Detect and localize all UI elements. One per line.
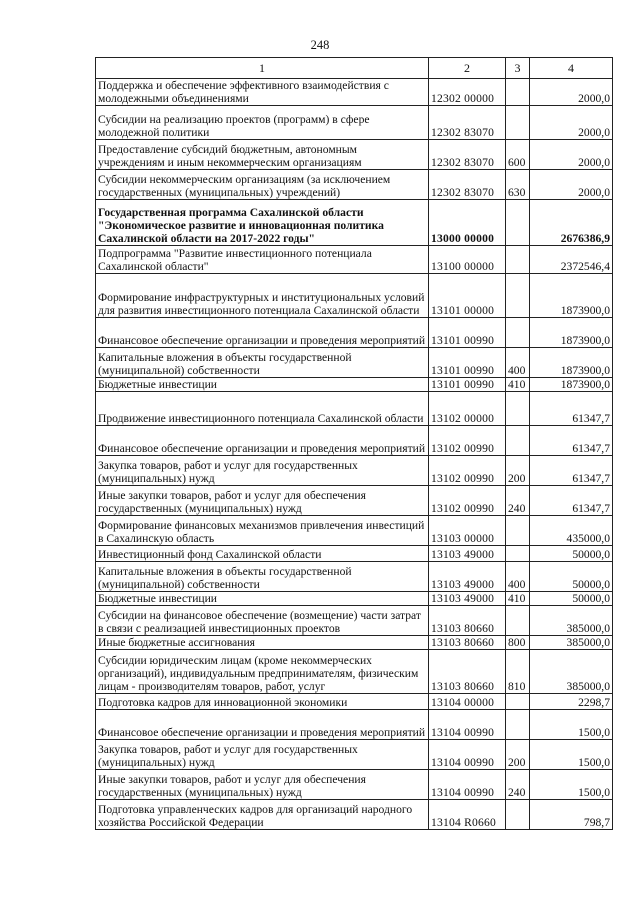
row-sum: 1873900,0 [530, 378, 613, 392]
row-code: 12302 00000 [429, 79, 506, 106]
row-code: 13102 00990 [429, 456, 506, 486]
table-row [96, 392, 613, 426]
row-type [506, 274, 530, 318]
table-row [96, 740, 613, 770]
row-code: 13103 49000 [429, 562, 506, 592]
row-sum: 385000,0 [530, 606, 613, 636]
table-row [96, 456, 613, 486]
row-code: 13102 00990 [429, 426, 506, 456]
row-sum: 385000,0 [530, 650, 613, 694]
row-sum: 61347,7 [530, 392, 613, 426]
row-code: 13101 00990 [429, 318, 506, 348]
row-name: Закупка товаров, работ и услуг для государственных (муниципальных) нужд [96, 456, 429, 486]
row-type: 410 [506, 592, 530, 606]
row-code: 13103 80660 [429, 650, 506, 694]
table-row [96, 170, 613, 200]
row-code: 13102 00000 [429, 392, 506, 426]
row-name: Государственная программа Сахалинской области "Экономическое развитие и инновационная политика Сахалинской области на 2017-2022 годы" [96, 200, 429, 246]
row-type: 810 [506, 650, 530, 694]
row-sum: 435000,0 [530, 516, 613, 546]
row-name: Субсидии юридическим лицам (кроме некоммерческих организаций), индивидуальным предпринимателям, физическим лицам - производителям товаров, работ, услуг [96, 650, 429, 694]
row-name: Финансовое обеспечение организации и проведения мероприятий [96, 318, 429, 348]
row-type [506, 800, 530, 830]
row-sum: 1500,0 [530, 770, 613, 800]
row-type: 200 [506, 456, 530, 486]
row-sum: 1873900,0 [530, 274, 613, 318]
table-row [96, 516, 613, 546]
row-name: Субсидии некоммерческим организациям (за исключением государственных (муниципальных) учреждений) [96, 170, 429, 200]
row-code: 13103 80660 [429, 636, 506, 650]
row-sum: 2676386,9 [530, 200, 613, 246]
row-sum: 50000,0 [530, 562, 613, 592]
row-code: 13103 80660 [429, 606, 506, 636]
table-row [96, 650, 613, 694]
row-name: Подпрограмма "Развитие инвестиционного потенциала Сахалинской области" [96, 246, 429, 274]
row-type [506, 246, 530, 274]
table-row [96, 562, 613, 592]
page-number: 248 [310, 38, 330, 52]
row-sum: 61347,7 [530, 486, 613, 516]
row-sum: 2000,0 [530, 79, 613, 106]
table-row [96, 426, 613, 456]
table-row [96, 606, 613, 636]
row-name: Поддержка и обеспечение эффективного взаимодействия с молодежными объединениями [96, 79, 429, 106]
row-sum: 50000,0 [530, 546, 613, 562]
row-code: 13104 00990 [429, 710, 506, 740]
row-code: 13100 00000 [429, 246, 506, 274]
row-sum: 1500,0 [530, 740, 613, 770]
row-name: Формирование инфраструктурных и институциональных условий для развития инвестиционного потенциала Сахалинской области [96, 274, 429, 318]
row-code: 13103 49000 [429, 546, 506, 562]
row-code: 13103 49000 [429, 592, 506, 606]
row-name: Продвижение инвестиционного потенциала Сахалинской области [96, 392, 429, 426]
row-code: 13101 00990 [429, 348, 506, 378]
row-type [506, 392, 530, 426]
row-sum: 1500,0 [530, 710, 613, 740]
row-sum: 2000,0 [530, 140, 613, 170]
table-row [96, 770, 613, 800]
row-type: 800 [506, 636, 530, 650]
row-code: 13104 00990 [429, 770, 506, 800]
row-sum: 2000,0 [530, 170, 613, 200]
table-row [96, 274, 613, 318]
row-code: 13103 00000 [429, 516, 506, 546]
row-name: Иные бюджетные ассигнования [96, 636, 429, 650]
row-type: 400 [506, 562, 530, 592]
row-type [506, 694, 530, 710]
row-code: 12302 83070 [429, 140, 506, 170]
row-type [506, 106, 530, 140]
row-type [506, 606, 530, 636]
header-col-2: 2 [429, 58, 506, 79]
row-name: Инвестиционный фонд Сахалинской области [96, 546, 429, 562]
table-row [96, 140, 613, 170]
row-name: Субсидии на реализацию проектов (программ) в сфере молодежной политики [96, 106, 429, 140]
table-row [96, 546, 613, 562]
row-type: 200 [506, 740, 530, 770]
row-type [506, 318, 530, 348]
row-name: Иные закупки товаров, работ и услуг для обеспечения государственных (муниципальных) нужд [96, 486, 429, 516]
row-name: Бюджетные инвестиции [96, 592, 429, 606]
table-row [96, 348, 613, 378]
row-type: 600 [506, 140, 530, 170]
row-code: 13000 00000 [429, 200, 506, 246]
header-col-4: 4 [530, 58, 613, 79]
table-row [96, 800, 613, 830]
row-type [506, 516, 530, 546]
row-sum: 2372546,4 [530, 246, 613, 274]
row-name: Закупка товаров, работ и услуг для государственных (муниципальных) нужд [96, 740, 429, 770]
row-name: Бюджетные инвестиции [96, 378, 429, 392]
row-sum: 798,7 [530, 800, 613, 830]
row-sum: 2298,7 [530, 694, 613, 710]
row-sum: 1873900,0 [530, 318, 613, 348]
row-type [506, 426, 530, 456]
row-type [506, 710, 530, 740]
row-code: 13104 R0660 [429, 800, 506, 830]
row-name: Подготовка кадров для инновационной экономики [96, 694, 429, 710]
row-name: Финансовое обеспечение организации и проведения мероприятий [96, 426, 429, 456]
table-row [96, 694, 613, 710]
table-row [96, 710, 613, 740]
row-name: Иные закупки товаров, работ и услуг для обеспечения государственных (муниципальных) нужд [96, 770, 429, 800]
row-code: 12302 83070 [429, 106, 506, 140]
row-code: 12302 83070 [429, 170, 506, 200]
row-code: 13102 00990 [429, 486, 506, 516]
row-name: Капитальные вложения в объекты государственной (муниципальной) собственности [96, 348, 429, 378]
row-type [506, 79, 530, 106]
header-col-3: 3 [506, 58, 530, 79]
row-type [506, 546, 530, 562]
row-sum: 1873900,0 [530, 348, 613, 378]
row-type [506, 200, 530, 246]
table-row [96, 79, 613, 106]
row-sum: 385000,0 [530, 636, 613, 650]
row-name: Финансовое обеспечение организации и проведения мероприятий [96, 710, 429, 740]
row-name: Формирование финансовых механизмов привлечения инвестиций в Сахалинскую область [96, 516, 429, 546]
row-code: 13101 00000 [429, 274, 506, 318]
row-name: Капитальные вложения в объекты государственной (муниципальной) собственности [96, 562, 429, 592]
row-name: Субсидии на финансовое обеспечение (возмещение) части затрат в связи с реализацией инвестиционных проектов [96, 606, 429, 636]
row-name: Предоставление субсидий бюджетным, автономным учреждениям и иным некоммерческим организациям [96, 140, 429, 170]
table-row [96, 486, 613, 516]
row-type: 410 [506, 378, 530, 392]
table-row [96, 592, 613, 606]
row-sum: 50000,0 [530, 592, 613, 606]
table-header-row [96, 58, 613, 79]
row-sum: 61347,7 [530, 456, 613, 486]
row-sum: 2000,0 [530, 106, 613, 140]
table-row [96, 378, 613, 392]
table-row [96, 318, 613, 348]
table-row [96, 636, 613, 650]
row-type: 400 [506, 348, 530, 378]
table-row [96, 246, 613, 274]
row-type: 630 [506, 170, 530, 200]
table-row [96, 106, 613, 140]
row-code: 13104 00000 [429, 694, 506, 710]
header-col-1: 1 [96, 58, 429, 79]
budget-table [95, 57, 613, 830]
row-code: 13101 00990 [429, 378, 506, 392]
row-code: 13104 00990 [429, 740, 506, 770]
row-name: Подготовка управленческих кадров для организаций народного хозяйства Российской Федерации [96, 800, 429, 830]
row-type: 240 [506, 486, 530, 516]
table-row [96, 200, 613, 246]
row-sum: 61347,7 [530, 426, 613, 456]
row-type: 240 [506, 770, 530, 800]
